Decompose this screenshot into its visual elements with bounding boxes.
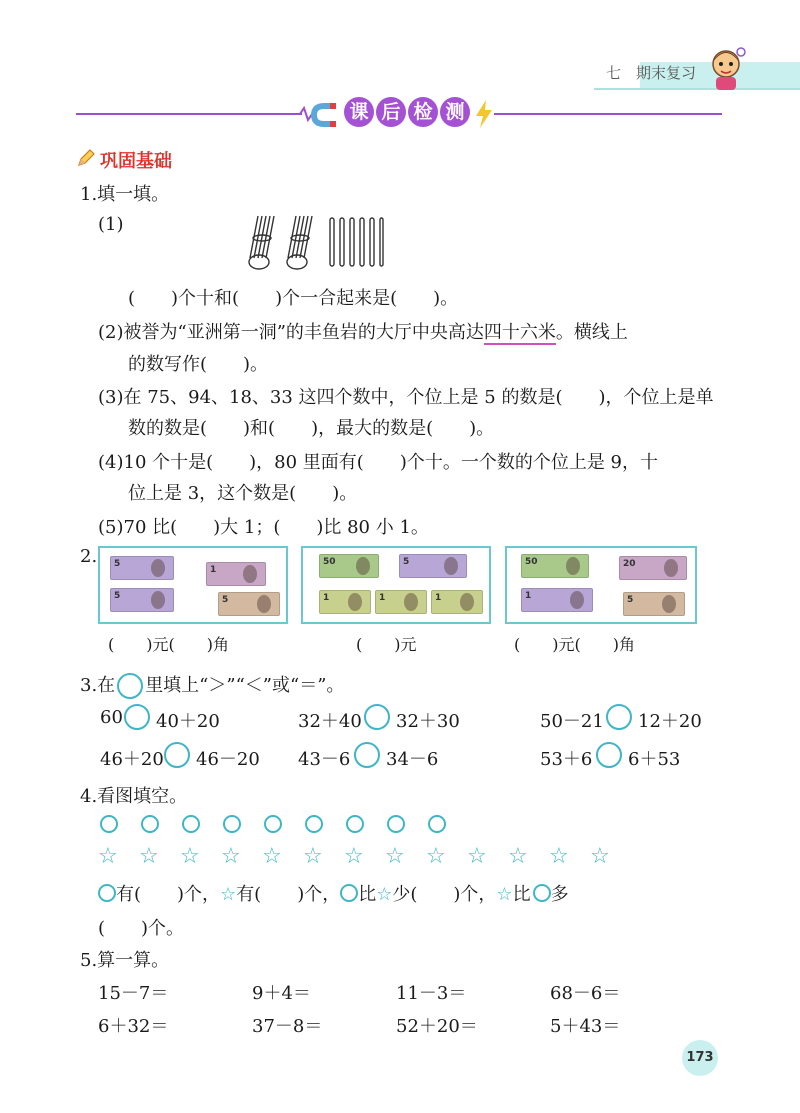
banner-char: 课 (344, 97, 374, 127)
q1-p4-line2: 位上是 3，这个数是( )。 (128, 483, 358, 504)
mascot-icon (704, 44, 748, 92)
compare-blank[interactable] (606, 704, 632, 730)
note-value: 1 (525, 591, 532, 601)
page-number: 173 (682, 1040, 718, 1076)
q4-line1 (98, 880, 569, 906)
q3-left: 32＋40 (298, 711, 362, 732)
note-value: 50 (323, 557, 336, 567)
header-rule (594, 88, 800, 90)
banner-char: 检 (408, 97, 438, 127)
counting-sticks-illustration (244, 214, 384, 272)
star-icon: ☆ (508, 844, 528, 869)
star-icon: ☆ (180, 844, 200, 869)
note-value: 5 (403, 557, 410, 567)
q5-item: 11－3＝ (396, 983, 467, 1004)
q5-item: 15－7＝ (98, 983, 169, 1004)
banknote-1-yuan (375, 590, 427, 614)
section-title: 巩固基础 (100, 151, 172, 172)
q3-right: 12＋20 (638, 711, 702, 732)
q4-t1: 有( )个， (116, 884, 221, 905)
q3-title (80, 671, 344, 699)
banner-line-left (76, 113, 302, 115)
q5-item: 52＋20＝ (396, 1016, 478, 1037)
q1-p2-line2: 的数写作( )。 (128, 354, 269, 375)
q2-answer-2: ( )元 (356, 635, 417, 654)
star-icon: ☆ (98, 844, 118, 869)
circle-icon (100, 815, 118, 833)
banner-char: 测 (440, 97, 470, 127)
star-icon: ☆ (467, 844, 487, 869)
note-value: 50 (525, 557, 538, 567)
note-value: 5 (114, 591, 121, 601)
banknote-1-yuan (521, 588, 593, 612)
banknote-20-yuan (619, 556, 687, 580)
note-value: 5 (627, 595, 634, 605)
q4-t6: 多 (550, 884, 569, 905)
q2-title: 2. (80, 546, 98, 567)
q1-p2-underlined: 四十六米 (483, 322, 556, 343)
q4-line2: ( )个。 (98, 918, 185, 939)
banknote-5-yuan (399, 554, 467, 578)
q3-right: 40＋20 (156, 711, 220, 732)
banknote-5-jiao (110, 588, 174, 612)
q1-p2-text-a: (2)被誉为“亚洲第一洞”的丰鱼岩的大厅中央高达 (98, 322, 484, 343)
star-icon: ☆ (303, 844, 323, 869)
q5-title: 5.算一算。 (80, 950, 170, 971)
q3-title-b: 里填上“＞”“＜”或“＝”。 (145, 675, 345, 696)
q1-p1-label: (1) (98, 214, 124, 235)
q2-answer-1: ( )元( )角 (108, 635, 229, 654)
q3-right: 32＋30 (396, 711, 460, 732)
banknote-1-yuan (319, 590, 371, 614)
compare-blank[interactable] (596, 742, 622, 768)
banknote-5-jiao (218, 592, 280, 616)
star-icon: ☆ (262, 844, 282, 869)
chapter-title: 七 期末复习 (606, 64, 697, 82)
q1-p1-text: ( )个十和( )个一合起来是( )。 (128, 288, 459, 309)
money-box-3 (505, 546, 697, 624)
note-value: 1 (435, 593, 442, 603)
q4-t5: 比 (512, 884, 531, 905)
q3-left: 60 (100, 707, 123, 728)
q1-p3-line1: (3)在 75、94、18、33 这四个数中，个位上是 5 的数是( )，个位上是单 (98, 387, 714, 408)
q2-answer-3: ( )元( )角 (514, 635, 635, 654)
q1-title: 1.填一填。 (80, 184, 170, 205)
circle-icon (98, 884, 116, 902)
q1-p4-line1: (4)10 个十是( )，80 里面有( )个十。一个数的个位上是 9，十 (98, 452, 659, 473)
banknote-1-jiao (206, 562, 266, 586)
star-icon: ☆ (385, 844, 405, 869)
circle-icon (533, 884, 551, 902)
q4-t2: 有( )个， (236, 884, 341, 905)
star-icon: ☆ (344, 844, 364, 869)
q5-item: 5＋43＝ (550, 1016, 621, 1037)
circle-icon (340, 884, 358, 902)
q3-right: 34－6 (386, 749, 439, 770)
q4-t4: 少( )个， (392, 884, 497, 905)
money-box-1 (98, 546, 288, 624)
q5-item: 9＋4＝ (252, 983, 311, 1004)
note-value: 5 (222, 595, 229, 605)
q1-p3-line2: 数的数是( )和( )，最大的数是( )。 (128, 418, 495, 439)
q3-left: 50－21 (540, 711, 604, 732)
banknote-50-yuan (521, 554, 589, 578)
q3-left: 43－6 (298, 749, 351, 770)
section-banner (342, 97, 470, 131)
banner-line-right (494, 113, 722, 115)
compare-blank[interactable] (354, 742, 380, 768)
q3-right: 46－20 (196, 749, 260, 770)
banknote-1-yuan (431, 590, 483, 614)
q5-item: 6＋32＝ (98, 1016, 169, 1037)
compare-blank[interactable] (164, 742, 190, 768)
circle-icon (182, 815, 200, 833)
pencil-icon (76, 148, 96, 168)
q3-left: 46＋20 (100, 749, 164, 770)
star-icon: ☆ (376, 884, 393, 905)
q4-title: 4.看图填空。 (80, 786, 188, 807)
banknote-50-yuan (319, 554, 379, 578)
q5-item: 68－6＝ (550, 983, 621, 1004)
banknote-5-jiao (623, 592, 685, 616)
note-value: 1 (379, 593, 386, 603)
q1-p5: (5)70 比( )大 1；( )比 80 小 1。 (98, 517, 429, 538)
q1-p2-text-c: 。横线上 (555, 322, 628, 343)
lightning-icon (474, 100, 494, 128)
note-value: 1 (210, 565, 217, 575)
star-icon: ☆ (221, 844, 241, 869)
compare-circle-icon (117, 673, 143, 699)
q3-left: 53＋6 (540, 749, 593, 770)
star-icon: ☆ (496, 884, 513, 905)
banknote-5-jiao (110, 556, 174, 580)
q4-t3: 比 (358, 884, 377, 905)
circle-icon (428, 815, 446, 833)
note-value: 5 (114, 559, 121, 569)
circle-icon (141, 815, 159, 833)
star-icon: ☆ (220, 884, 237, 905)
money-box-2 (301, 546, 491, 624)
magnet-icon (286, 102, 340, 128)
compare-blank[interactable] (124, 704, 150, 730)
star-icon: ☆ (549, 844, 569, 869)
star-icon: ☆ (590, 844, 610, 869)
q1-p2-line1 (98, 318, 628, 344)
circle-icon (387, 815, 405, 833)
compare-blank[interactable] (364, 704, 390, 730)
q3-right: 6＋53 (628, 749, 681, 770)
star-icon: ☆ (139, 844, 159, 869)
note-value: 20 (623, 559, 636, 569)
note-value: 1 (323, 593, 330, 603)
q5-item: 37－8＝ (252, 1016, 323, 1037)
banner-char: 后 (376, 97, 406, 127)
circle-icon (305, 815, 323, 833)
circle-icon (264, 815, 282, 833)
circle-icon (346, 815, 364, 833)
star-icon: ☆ (426, 844, 446, 869)
q3-title-a: 3.在 (80, 675, 116, 696)
circle-icon (223, 815, 241, 833)
